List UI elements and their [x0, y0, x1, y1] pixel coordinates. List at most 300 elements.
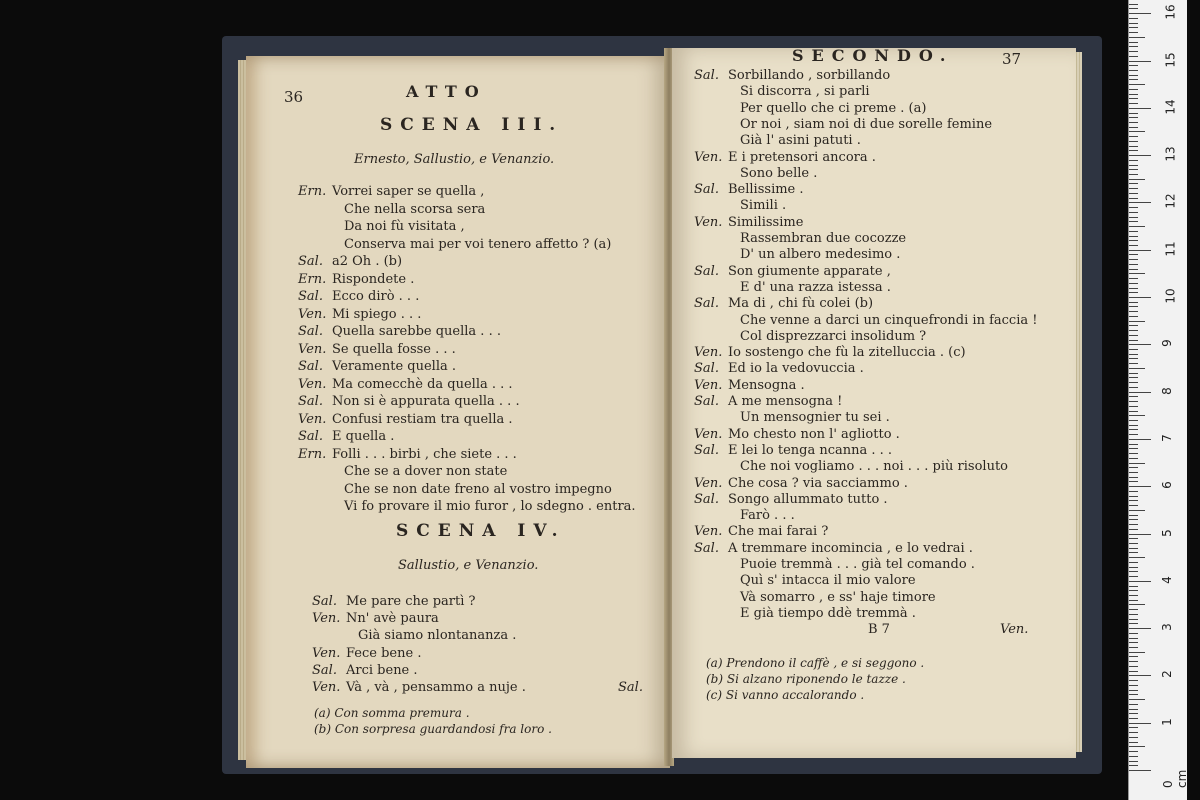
ruler-minor-tick	[1129, 609, 1138, 610]
speaker-label: Sal.	[694, 394, 719, 409]
dialogue-text: Ecco dirò . . .	[332, 289, 420, 304]
ruler-minor-tick	[1129, 264, 1138, 265]
ruler-minor-tick	[1129, 411, 1138, 412]
footnote: (a) Con somma premura .	[314, 706, 470, 720]
speaker-label: Sal.	[298, 324, 323, 339]
ruler-tick	[1129, 250, 1151, 251]
ruler-minor-tick	[1129, 543, 1138, 544]
dialogue-line	[298, 377, 513, 392]
dialogue-text: Se quella fosse . . .	[332, 341, 456, 357]
dialogue-text: Conserva mai per voi tenero affetto ? (a)	[344, 236, 612, 252]
ruler-minor-tick	[1129, 382, 1138, 383]
dialogue-line	[694, 508, 795, 523]
dialogue-line	[298, 342, 456, 357]
dialogue-line	[694, 573, 916, 588]
dialogue-line	[694, 247, 900, 262]
ruler-minor-tick	[1129, 690, 1138, 691]
ruler-number: 0 cm	[1161, 769, 1189, 788]
ruler-minor-tick	[1129, 136, 1138, 137]
dialogue-line	[694, 361, 864, 376]
dialogue-line	[694, 492, 888, 507]
dialogue-text: Và somarro , e ss' haje timore	[740, 589, 936, 605]
ruler-minor-tick	[1129, 638, 1138, 639]
signature-mark: B 7	[868, 622, 890, 637]
ruler-minor-tick	[1129, 335, 1138, 336]
ruler-minor-tick	[1129, 401, 1138, 402]
dialogue-text: Songo allummato tutto .	[728, 491, 888, 507]
dialogue-line	[312, 628, 516, 643]
ruler-number: 15	[1163, 51, 1178, 68]
speaker-label: Ven.	[694, 149, 723, 165]
speaker-label: Ern.	[298, 446, 327, 462]
ruler-minor-tick	[1129, 141, 1138, 142]
ruler-tick	[1129, 486, 1151, 487]
dialogue-line	[312, 594, 476, 609]
ruler-minor-tick	[1129, 79, 1138, 80]
ruler-number: 11	[1163, 241, 1178, 257]
ruler-minor-tick	[1129, 680, 1138, 681]
ruler-tick	[1129, 392, 1151, 393]
ruler-minor-tick	[1129, 311, 1138, 312]
ruler-number: 3	[1159, 623, 1174, 631]
ruler-tick	[1129, 628, 1151, 629]
dialogue-line	[298, 307, 421, 322]
dialogue-line	[694, 296, 873, 311]
dialogue-line	[694, 68, 890, 83]
ruler-minor-tick	[1129, 387, 1138, 388]
ruler-minor-tick	[1129, 515, 1138, 516]
dialogue-text: Sono belle .	[740, 165, 818, 181]
dialogue-line	[694, 557, 975, 572]
ruler-minor-tick	[1129, 240, 1138, 241]
ruler-minor-tick	[1129, 321, 1145, 322]
ruler-tick	[1129, 108, 1151, 109]
ruler-minor-tick	[1129, 652, 1145, 653]
ruler-minor-tick	[1129, 746, 1145, 747]
speaker-label: Sal.	[694, 540, 719, 556]
ruler-minor-tick	[1129, 481, 1138, 482]
ruler-minor-tick	[1129, 538, 1138, 539]
ruler-minor-tick	[1129, 699, 1145, 700]
dialogue-line	[298, 464, 507, 479]
ruler-minor-tick	[1129, 4, 1138, 5]
dialogue-line	[694, 443, 892, 458]
ruler-minor-tick	[1129, 283, 1138, 284]
ruler-minor-tick	[1129, 604, 1145, 605]
dialogue-text: E lei lo tenga ncanna . . .	[728, 442, 893, 458]
dialogue-line	[298, 272, 414, 287]
scene-title: SCENA IV.	[396, 521, 566, 541]
dialogue-text: Vorrei saper se quella ,	[332, 184, 485, 199]
dialogue-line	[694, 410, 890, 425]
ruler-minor-tick	[1129, 188, 1138, 189]
dialogue-line	[694, 313, 1037, 328]
ruler-minor-tick	[1129, 316, 1138, 317]
ruler-tick	[1129, 344, 1151, 345]
ruler-minor-tick	[1129, 193, 1138, 194]
speaker-label: Ven.	[298, 306, 327, 322]
ruler-minor-tick	[1129, 718, 1138, 719]
dialogue-line	[694, 198, 786, 213]
dialogue-line	[312, 611, 439, 626]
dialogue-line	[694, 378, 805, 393]
speaker-label: Sal.	[298, 254, 323, 269]
ruler-tick	[1129, 439, 1151, 440]
dialogue-text: Mi spiego . . .	[332, 306, 422, 322]
dialogue-line	[694, 329, 926, 344]
ruler-tick	[1129, 155, 1151, 156]
speaker-label: Sal.	[298, 394, 323, 409]
speaker-label: Sal.	[694, 361, 719, 377]
ruler-number: 9	[1159, 339, 1174, 348]
ruler-minor-tick	[1129, 727, 1138, 728]
ruler-minor-tick	[1129, 113, 1138, 114]
dialogue-line	[694, 606, 916, 621]
ruler-minor-tick	[1129, 586, 1138, 587]
speaker-label: Sal.	[312, 662, 337, 678]
dialogue-text: Quella sarebbe quella . . .	[332, 324, 501, 339]
dialogue-line	[298, 254, 402, 269]
ruler-number: 5	[1159, 528, 1174, 537]
ruler-minor-tick	[1129, 292, 1138, 293]
ruler-minor-tick	[1129, 254, 1138, 255]
ruler-minor-tick	[1129, 146, 1138, 147]
ruler-minor-tick	[1129, 245, 1138, 246]
ruler-minor-tick	[1129, 704, 1138, 705]
dialogue-text: E già tiempo ddè tremmà .	[740, 605, 916, 621]
footnote: (a) Prendono il caffè , e si seggono .	[706, 656, 925, 670]
dialogue-line	[694, 215, 803, 230]
ruler-minor-tick	[1129, 472, 1138, 473]
ruler-tick	[1129, 297, 1151, 298]
ruler-number: 13	[1163, 146, 1178, 162]
ruler-minor-tick	[1129, 600, 1138, 601]
dialogue-text: Folli . . . birbi , che siete . . .	[332, 446, 517, 462]
dialogue-text: Rispondete .	[332, 271, 415, 287]
speaker-label: Ven.	[694, 214, 723, 230]
ruler-minor-tick	[1129, 694, 1138, 695]
ruler-minor-tick	[1129, 567, 1138, 568]
ruler-minor-tick	[1129, 8, 1138, 9]
dialogue-text: Che se a dover non state	[344, 464, 508, 479]
ruler-minor-tick	[1129, 510, 1145, 511]
ruler-minor-tick	[1129, 448, 1138, 449]
ruler-minor-tick	[1129, 302, 1138, 303]
page-number: 37	[1002, 50, 1022, 68]
speaker-label: Sal.	[694, 491, 719, 507]
ruler-minor-tick	[1129, 709, 1138, 710]
ruler-minor-tick	[1129, 117, 1138, 118]
speaker-label: Ern.	[298, 184, 327, 199]
ruler-minor-tick	[1129, 458, 1138, 459]
dialogue-text: Ma comecchè da quella . . .	[332, 376, 513, 392]
dialogue-text: Me pare che partì ?	[346, 594, 476, 609]
ruler-minor-tick	[1129, 179, 1145, 180]
dialogue-line	[694, 541, 973, 556]
dialogue-line	[694, 280, 891, 295]
ruler-minor-tick	[1129, 65, 1138, 66]
dialogue-line	[694, 133, 861, 148]
ruler-minor-tick	[1129, 396, 1138, 397]
speaker-label: Ven.	[694, 524, 723, 540]
dialogue-text: Mo chesto non l' agliotto .	[728, 426, 900, 442]
scene-characters: Sallustio, e Venanzio.	[398, 558, 539, 573]
ruler-minor-tick	[1129, 666, 1138, 667]
ruler-minor-tick	[1129, 349, 1138, 350]
ruler-minor-tick	[1129, 642, 1138, 643]
dialogue-text: Mensogna .	[728, 377, 805, 393]
footnote: (b) Si alzano riponendo le tazze .	[706, 672, 906, 686]
dialogue-line	[298, 359, 456, 374]
dialogue-text: Puoie tremmà . . . già tel comando .	[740, 557, 975, 572]
ruler-minor-tick	[1129, 377, 1138, 378]
ruler-minor-tick	[1129, 75, 1138, 76]
ruler-minor-tick	[1129, 496, 1138, 497]
ruler-minor-tick	[1129, 491, 1138, 492]
ruler-tick	[1129, 202, 1151, 203]
dialogue-text: Che cosa ? via sacciammo .	[728, 475, 908, 491]
ruler-minor-tick	[1129, 23, 1138, 24]
ruler-minor-tick	[1129, 732, 1138, 733]
dialogue-text: Io sostengo che fù la zitelluccia . (c)	[728, 345, 966, 361]
dialogue-text: Che venne a darci un cinquefrondi in faccia !	[740, 312, 1038, 328]
ruler-minor-tick	[1129, 27, 1138, 28]
ruler-minor-tick	[1129, 98, 1138, 99]
speaker-label: Sal.	[694, 182, 719, 198]
dialogue-text: Si discorra , si parli	[740, 84, 870, 100]
ruler-minor-tick	[1129, 463, 1145, 464]
dialogue-text: Similissime	[728, 214, 804, 230]
catchword: Sal.	[618, 680, 643, 695]
ruler-tick	[1129, 581, 1151, 582]
dialogue-text: Già l' asini patuti .	[740, 133, 861, 149]
ruler-minor-tick	[1129, 742, 1138, 743]
speaker-label: Ven.	[694, 426, 723, 442]
ruler-minor-tick	[1129, 614, 1138, 615]
ruler-minor-tick	[1129, 647, 1138, 648]
ruler-minor-tick	[1129, 42, 1138, 43]
dialogue-text: Per quello che ci preme . (a)	[740, 100, 927, 116]
dialogue-line	[694, 524, 828, 539]
page-number: 36	[284, 88, 304, 106]
dialogue-line	[694, 427, 900, 442]
dialogue-line	[694, 459, 1008, 474]
ruler-minor-tick	[1129, 505, 1138, 506]
speaker-label: Sal.	[694, 296, 719, 312]
ruler-tick	[1129, 675, 1151, 676]
ruler-minor-tick	[1129, 306, 1138, 307]
ruler-minor-tick	[1129, 288, 1138, 289]
ruler-number: 10	[1163, 288, 1178, 304]
dialogue-text: Che mai farai ?	[728, 524, 829, 540]
ruler-number: 16	[1163, 4, 1178, 20]
ruler-number: 1	[1159, 717, 1174, 726]
speaker-label: Ven.	[298, 411, 327, 427]
ruler-minor-tick	[1129, 467, 1138, 468]
dialogue-text: Farò . . .	[740, 508, 795, 524]
dialogue-text: E quella .	[332, 429, 395, 444]
ruler-number: 14	[1163, 99, 1178, 115]
ruler-minor-tick	[1129, 529, 1138, 530]
dialogue-text: Or noi , siam noi di due sorelle femine	[740, 116, 993, 132]
ruler-minor-tick	[1129, 363, 1138, 364]
ruler-minor-tick	[1129, 51, 1138, 52]
ruler-number: 8	[1159, 386, 1174, 395]
ruler-minor-tick	[1129, 373, 1138, 374]
speaker-label: Ven.	[298, 341, 327, 357]
ruler-minor-tick	[1129, 713, 1138, 714]
ruler-minor-tick	[1129, 94, 1138, 95]
running-head: SECONDO.	[792, 46, 954, 65]
dialogue-text: Che se non date freno al vostro impegno	[344, 481, 612, 497]
ruler-minor-tick	[1129, 207, 1138, 208]
dialogue-text: Arci bene .	[346, 662, 418, 678]
dialogue-text: Non si è appurata quella . . .	[332, 394, 520, 409]
dialogue-text: A tremmare incomincia , e lo vedrai .	[728, 540, 973, 556]
dialogue-text: Son giumente apparate ,	[728, 263, 891, 279]
dialogue-line	[694, 101, 926, 116]
dialogue-text: Che noi vogliamo . . . noi . . . più risoluto	[740, 459, 1008, 475]
dialogue-line	[694, 590, 936, 605]
ruler-minor-tick	[1129, 221, 1138, 222]
speaker-label: Sal.	[298, 289, 323, 304]
ruler-minor-tick	[1129, 84, 1145, 85]
ruler-minor-tick	[1129, 434, 1138, 435]
ruler-minor-tick	[1129, 340, 1138, 341]
ruler-minor-tick	[1129, 131, 1145, 132]
ruler-minor-tick	[1129, 174, 1138, 175]
ruler-number: 6	[1159, 481, 1174, 490]
ruler-minor-tick	[1129, 198, 1138, 199]
ruler-minor-tick	[1129, 127, 1138, 128]
ruler-minor-tick	[1129, 160, 1138, 161]
speaker-label: Ven.	[694, 377, 723, 393]
ruler-tick	[1129, 770, 1151, 771]
ruler-minor-tick	[1129, 444, 1138, 445]
dialogue-text: Che nella scorsa sera	[344, 201, 486, 217]
dialogue-text: D' un albero medesimo .	[740, 247, 901, 263]
running-head: ATTO	[406, 82, 487, 101]
ruler-minor-tick	[1129, 269, 1138, 270]
ruler-minor-tick	[1129, 70, 1138, 71]
ruler-minor-tick	[1129, 231, 1138, 232]
dialogue-line	[694, 182, 804, 197]
ruler-minor-tick	[1129, 273, 1145, 274]
ruler-minor-tick	[1129, 453, 1138, 454]
ruler-minor-tick	[1129, 595, 1138, 596]
dialogue-line	[298, 429, 394, 444]
ruler-minor-tick	[1129, 576, 1138, 577]
ruler-number: 4	[1159, 575, 1174, 584]
dialogue-line	[298, 412, 513, 427]
dialogue-text: Và , và , pensammo a nuje .	[346, 680, 526, 695]
dialogue-text: Simili .	[740, 198, 787, 214]
ruler-minor-tick	[1129, 737, 1138, 738]
ruler-minor-tick	[1129, 278, 1138, 279]
dialogue-line	[312, 680, 526, 695]
ruler-minor-tick	[1129, 500, 1138, 501]
right-page	[672, 48, 1076, 758]
dialogue-text: Già siamo nlontananza .	[358, 628, 517, 644]
ruler-minor-tick	[1129, 103, 1138, 104]
ruler-minor-tick	[1129, 420, 1138, 421]
dialogue-text: Rassembran due cocozze	[740, 231, 907, 246]
ruler-minor-tick	[1129, 756, 1138, 757]
dialogue-line	[694, 394, 842, 409]
ruler-tick	[1129, 723, 1151, 724]
speaker-label: Ven.	[312, 611, 341, 627]
dialogue-text: Ed io la vedovuccia .	[728, 361, 864, 377]
ruler-minor-tick	[1129, 765, 1138, 766]
ruler-minor-tick	[1129, 169, 1138, 170]
dialogue-line	[694, 166, 817, 181]
scene-title: SCENA III.	[380, 115, 564, 135]
ruler-number: 12	[1163, 193, 1178, 210]
ruler-minor-tick	[1129, 122, 1138, 123]
dialogue-line	[312, 663, 418, 678]
ruler-minor-tick	[1129, 325, 1138, 326]
ruler-minor-tick	[1129, 524, 1138, 525]
speaker-label: Sal.	[298, 359, 323, 374]
dialogue-text: Fece bene .	[346, 645, 422, 661]
speaker-label: Sal.	[312, 594, 337, 609]
scene-characters: Ernesto, Sallustio, e Venanzio.	[354, 152, 555, 167]
footnote: (c) Si vanno accalorando .	[706, 688, 865, 702]
ruler-minor-tick	[1129, 619, 1138, 620]
dialogue-line	[298, 184, 484, 199]
dialogue-line	[298, 482, 612, 497]
catchword: Ven.	[1000, 622, 1029, 637]
ruler-minor-tick	[1129, 633, 1138, 634]
ruler-minor-tick	[1129, 562, 1138, 563]
dialogue-text: Quì s' intacca il mio valore	[740, 573, 916, 589]
dialogue-line	[298, 394, 520, 409]
dialogue-line	[312, 646, 421, 661]
ruler-minor-tick	[1129, 415, 1145, 416]
ruler-minor-tick	[1129, 552, 1138, 553]
speaker-label: Sal.	[298, 429, 323, 444]
ruler-minor-tick	[1129, 477, 1138, 478]
ruler-minor-tick	[1129, 89, 1138, 90]
ruler-minor-tick	[1129, 751, 1138, 752]
speaker-label: Sal.	[694, 442, 719, 458]
left-page	[246, 56, 670, 768]
dialogue-text: Vi fo provare il mio furor , lo sdegno . entra.	[344, 499, 636, 514]
dialogue-line	[694, 150, 876, 165]
ruler-minor-tick	[1129, 217, 1138, 218]
dialogue-text: A me mensogna !	[728, 394, 843, 409]
ruler-minor-tick	[1129, 330, 1138, 331]
dialogue-line	[298, 289, 419, 304]
dialogue-line	[298, 219, 465, 234]
ruler-tick	[1129, 13, 1151, 14]
dialogue-line	[694, 264, 891, 279]
dialogue-text: Confusi restiam tra quella .	[332, 411, 513, 427]
dialogue-text: Da noi fù visitata ,	[344, 219, 465, 234]
ruler-minor-tick	[1129, 37, 1145, 38]
ruler-minor-tick	[1129, 56, 1138, 57]
dialogue-line	[694, 345, 966, 360]
dialogue-line	[694, 84, 870, 99]
ruler-minor-tick	[1129, 557, 1145, 558]
ruler-number: 7	[1159, 434, 1174, 442]
dialogue-text: E d' una razza istessa .	[740, 279, 891, 295]
dialogue-text: Un mensognier tu sei .	[740, 410, 890, 426]
dialogue-line	[298, 499, 636, 514]
ruler-minor-tick	[1129, 165, 1138, 166]
dialogue-text: a2 Oh . (b)	[332, 254, 403, 269]
ruler-minor-tick	[1129, 150, 1138, 151]
